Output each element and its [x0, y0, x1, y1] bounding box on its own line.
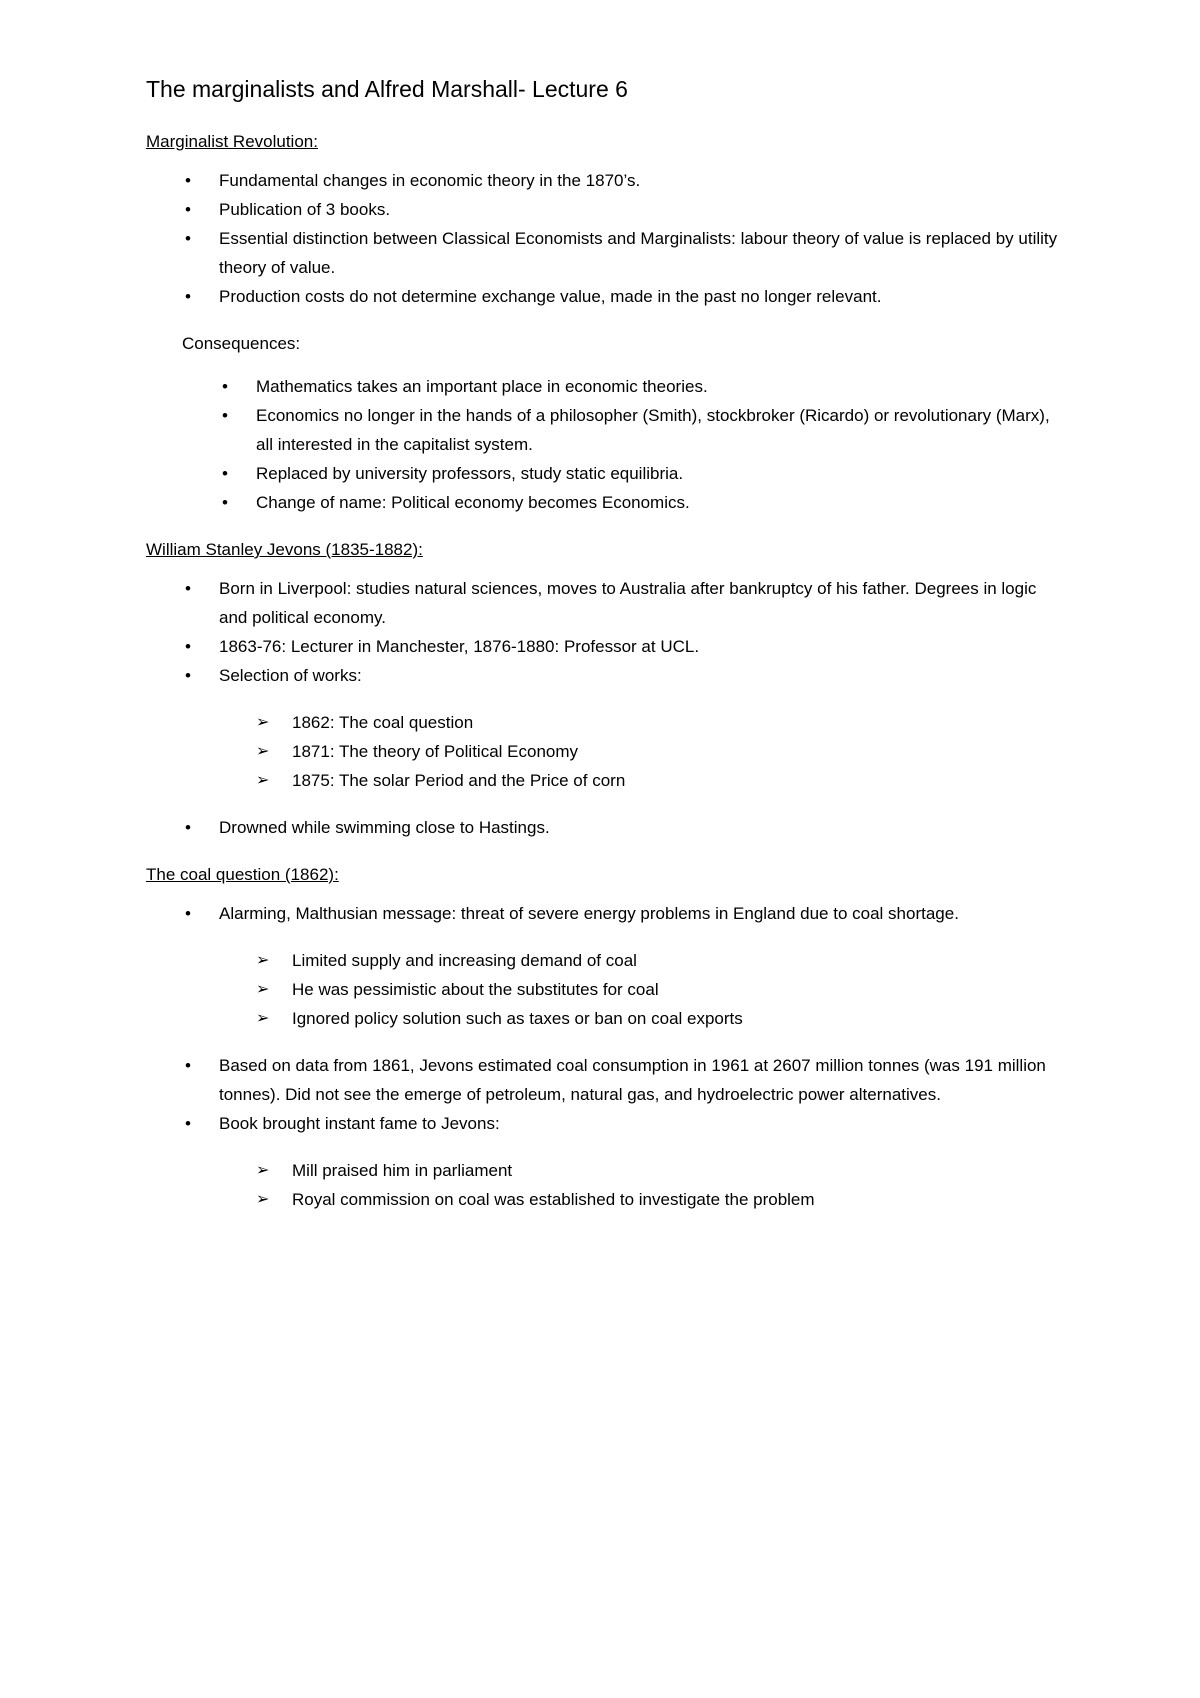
coal-points-list-1 [146, 946, 1066, 1033]
list-item: • Replaced by university professors, study static equilibria. [146, 459, 1066, 488]
list-item: • 1863-76: Lecturer in Manchester, 1876-1880: Professor at UCL. [146, 632, 1066, 661]
list-item: ➢ Royal commission on coal was established to investigate the problem [146, 1185, 1066, 1214]
jevons-final-bullet-list [146, 813, 1066, 842]
list-item: ➢ Limited supply and increasing demand of coal [146, 946, 1066, 975]
section-heading-marginalist-revolution: Marginalist Revolution: [146, 132, 318, 151]
list-item: • Essential distinction between Classical Economists and Marginalists: labour theory of value is replaced by utility theory of value. [146, 224, 1066, 282]
document-body [146, 72, 1066, 1232]
list-item: • Mathematics takes an important place in economic theories. [146, 372, 1066, 401]
list-item: • Alarming, Malthusian message: threat of severe energy problems in England due to coal shortage. [146, 899, 1066, 928]
marginalist-bullet-list [146, 166, 1066, 311]
list-item: • Born in Liverpool: studies natural sciences, moves to Australia after bankruptcy of his father. Degrees in logic and political economy. [146, 574, 1066, 632]
list-item: ➢ He was pessimistic about the substitutes for coal [146, 975, 1066, 1004]
list-item: ➢ 1871: The theory of Political Economy [146, 737, 1066, 766]
coal-bullet-list-1 [146, 899, 1066, 928]
jevons-bullet-list [146, 574, 1066, 690]
consequences-heading: Consequences: [182, 334, 301, 353]
list-item: • Change of name: Political economy becomes Economics. [146, 488, 1066, 517]
list-item: • Production costs do not determine exchange value, made in the past no longer relevant. [146, 282, 1066, 311]
list-item: ➢ Mill praised him in parliament [146, 1156, 1066, 1185]
page-title: The marginalists and Alfred Marshall- Lecture 6 [146, 76, 628, 102]
coal-points-list-2 [146, 1156, 1066, 1214]
list-item: ➢ 1862: The coal question [146, 708, 1066, 737]
list-item: • Fundamental changes in economic theory in the 1870’s. [146, 166, 1066, 195]
list-item: ➢ Ignored policy solution such as taxes or ban on coal exports [146, 1004, 1066, 1033]
jevons-works-list [146, 708, 1066, 795]
list-item: • Drowned while swimming close to Hastings. [146, 813, 1066, 842]
list-item: • Based on data from 1861, Jevons estimated coal consumption in 1961 at 2607 million tonnes (was 191 million tonnes). Did not see the emerge of petroleum, natural gas, and hydroelectric power alternatives. [146, 1051, 1066, 1109]
consequences-bullet-list [146, 372, 1066, 517]
list-item: • Book brought instant fame to Jevons: [146, 1109, 1066, 1138]
list-item: • Economics no longer in the hands of a philosopher (Smith), stockbroker (Ricardo) or revolutionary (Marx), all interested in the capitalist system. [146, 401, 1066, 459]
list-item: • Selection of works: [146, 661, 1066, 690]
section-heading-jevons: William Stanley Jevons (1835-1882): [146, 540, 423, 559]
list-item: ➢ 1875: The solar Period and the Price of corn [146, 766, 1066, 795]
coal-bullet-list-2 [146, 1051, 1066, 1138]
list-item: • Publication of 3 books. [146, 195, 1066, 224]
section-heading-coal-question: The coal question (1862): [146, 865, 339, 884]
